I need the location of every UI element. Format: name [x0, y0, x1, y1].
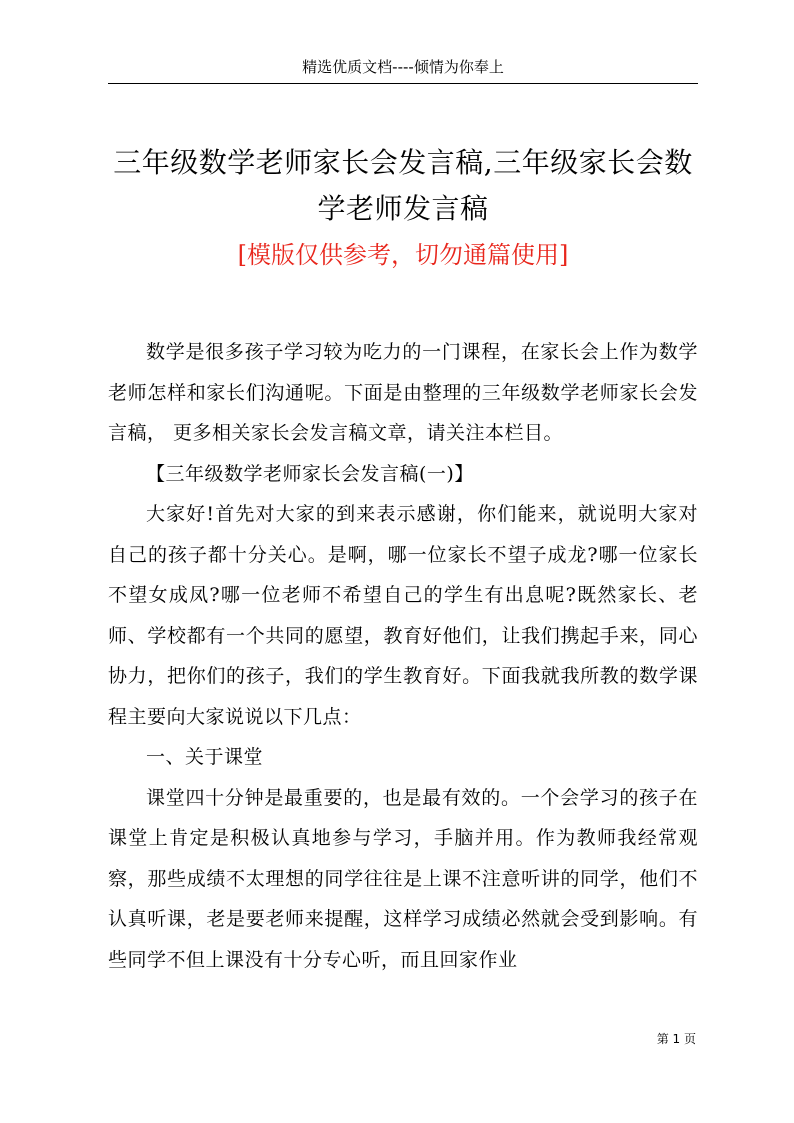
greeting-paragraph: 大家好!首先对大家的到来表示感谢，你们能来，就说明大家对自己的孩子都十分关心。是啊，哪一位家长不望子成龙?哪一位家长不望女成凤?哪一位老师不希望自己的学生有出息呢?既然家长、老师、学校都有一个共同的愿望，教育好他们，让我们携起手来，同心协力，把你们的孩子，我们的学生教育好。下面我就我所教的数学课程主要向大家说说以下几点： [108, 503, 698, 728]
header-text: 精选优质文档----倾情为你奉上 [302, 58, 504, 76]
section-heading-classroom: 一、关于课堂 [146, 746, 264, 768]
section-heading-speech-one: 【三年级数学老师家长会发言稿(一)】 [146, 462, 474, 485]
document-subtitle: [模版仅供参考，切勿通篇使用] [237, 241, 569, 269]
intro-paragraph: 数学是很多孩子学习较为吃力的一门课程，在家长会上作为数学老师怎样和家长们沟通呢。下面是由整理的三年级数学老师家长会发言稿， 更多相关家长会发言稿文章，请关注本栏目。 [108, 341, 698, 444]
page-header [108, 57, 698, 84]
document-title: 三年级数学老师家长会发言稿,三年级家长会数学老师发言稿 [113, 146, 693, 225]
page-number: 第 1 页 [656, 1032, 696, 1046]
document-body [108, 332, 698, 980]
classroom-paragraph: 课堂四十分钟是最重要的，也是最有效的。一个会学习的孩子在课堂上肯定是积极认真地参与学习，手脑并用。作为教师我经常观察，那些成绩不太理想的同学往往是上课不注意听讲的同学，他们不认真听课，老是要老师来提醒，这样学习成绩必然就会受到影响。有些同学不但上课没有十分专心听，而且回家作业 [108, 786, 698, 971]
